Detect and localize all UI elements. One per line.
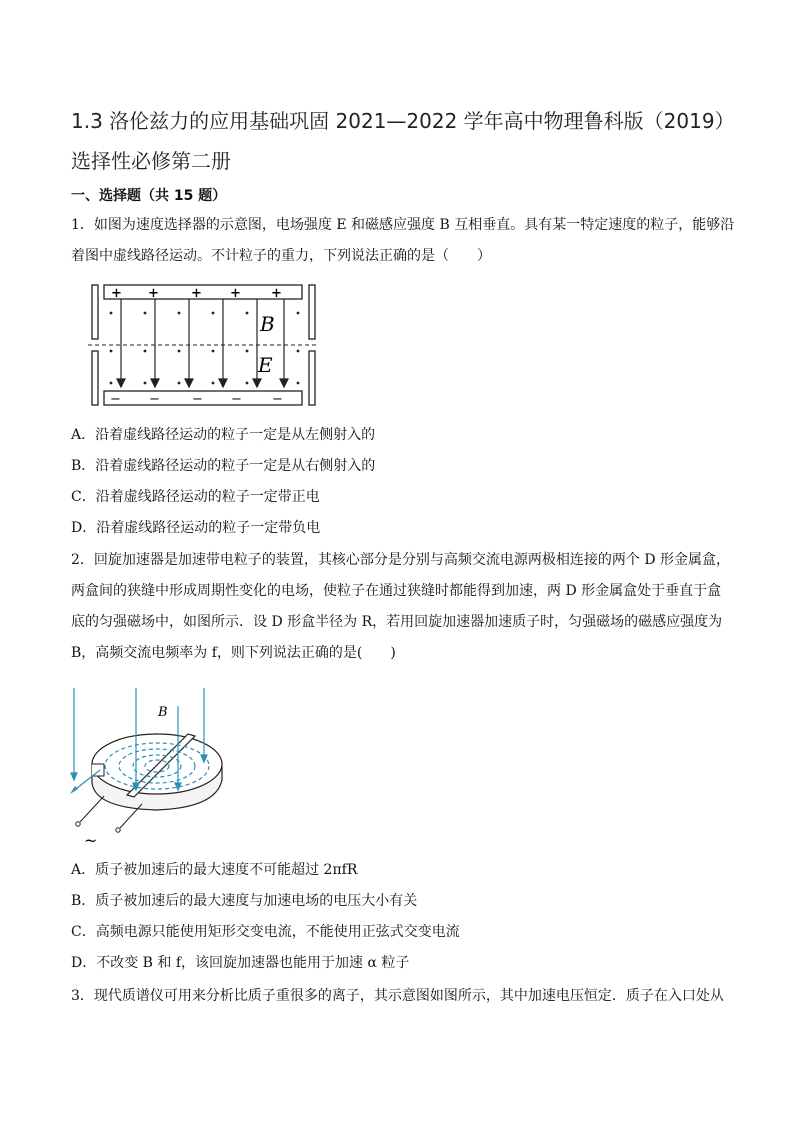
question-1-line-1: 1．如图为速度选择器的示意图，电场强度 E 和磁感应强度 B 互相垂直。具有某一特定速度的粒子，能够沿: [71, 217, 735, 233]
title-line-2: 选择性必修第二册: [71, 149, 231, 173]
left-plate-upper: [92, 285, 98, 339]
velocity-selector-figure: [88, 283, 322, 408]
left-plate-lower: [92, 351, 98, 405]
cyclotron-figure: [64, 684, 234, 854]
ac-source-symbol: ~: [84, 831, 98, 850]
label-b: B: [158, 705, 168, 720]
top-symbol: +: [111, 286, 122, 301]
bottom-symbol: −: [272, 392, 283, 407]
top-symbol: +: [191, 286, 202, 301]
label-e: E: [258, 353, 273, 377]
question-2-option-d: D．不改变 B 和 f，该回旋加速器也能用于加速 α 粒子: [71, 955, 410, 971]
question-1-option-c: C．沿着虚线路径运动的粒子一定带正电: [71, 489, 320, 505]
bottom-symbol: −: [149, 392, 160, 407]
top-symbol: +: [271, 286, 282, 301]
question-2-stem: [71, 545, 731, 669]
question-2-option-a: A．质子被加速后的最大速度不可能超过 2πfR: [71, 862, 358, 878]
question-2-line-2: 两盒间的狭缝中形成周期性变化的电场，使粒子在通过狭缝时都能得到加速，两 D 形金属盒处于垂直于盒: [71, 583, 722, 599]
question-1-stem: [71, 210, 735, 272]
title-line-1: 1.3 洛伦兹力的应用基础巩固 2021—2022 学年高中物理鲁科版（2019）: [71, 109, 735, 133]
label-b: B: [260, 312, 275, 336]
right-plate-lower: [309, 351, 315, 405]
question-2-option-c: C．高频电源只能使用矩形交变电流，不能使用正弦式交变电流: [71, 924, 460, 940]
question-1-option-a: A．沿着虚线路径运动的粒子一定是从左侧射入的: [71, 427, 376, 443]
question-1-option-b: B．沿着虚线路径运动的粒子一定是从右侧射入的: [71, 458, 376, 474]
section-heading: 一、选择题（共 15 题）: [71, 188, 227, 204]
right-plate-upper: [309, 285, 315, 339]
bottom-symbol: −: [110, 392, 121, 407]
question-1-line-2: 着图中虚线路径运动。不计粒子的重力，下列说法正确的是（ ）: [71, 248, 491, 264]
question-2-line-1: 2．回旋加速器是加速带电粒子的装置，其核心部分是分别与高频交流电源两极相连接的两个 D 形金属盒，: [71, 552, 731, 568]
page-title: [71, 101, 751, 181]
question-2-line-3: 底的匀强磁场中，如图所示．设 D 形盒半径为 R，若用回旋加速器加速质子时，匀强磁场的磁感应强度为: [71, 614, 723, 630]
question-2-line-4: B，高频交流电频率为 f，则下列说法正确的是( ): [71, 645, 396, 661]
question-1-option-d: D．沿着虚线路径运动的粒子一定带负电: [71, 520, 321, 536]
question-3-line-1: 3．现代质谱仪可用来分析比质子重很多的离子，其示意图如图所示，其中加速电压恒定．质子在入口处从: [71, 988, 724, 1004]
top-symbol: +: [148, 286, 159, 301]
exit-arrow-icon: [70, 786, 78, 794]
question-3-stem: [71, 981, 731, 1012]
bottom-symbol: −: [231, 392, 242, 407]
top-symbol: +: [230, 286, 241, 301]
bottom-symbol: −: [192, 392, 203, 407]
question-2-option-b: B．质子被加速后的最大速度与加速电场的电压大小有关: [71, 893, 418, 909]
